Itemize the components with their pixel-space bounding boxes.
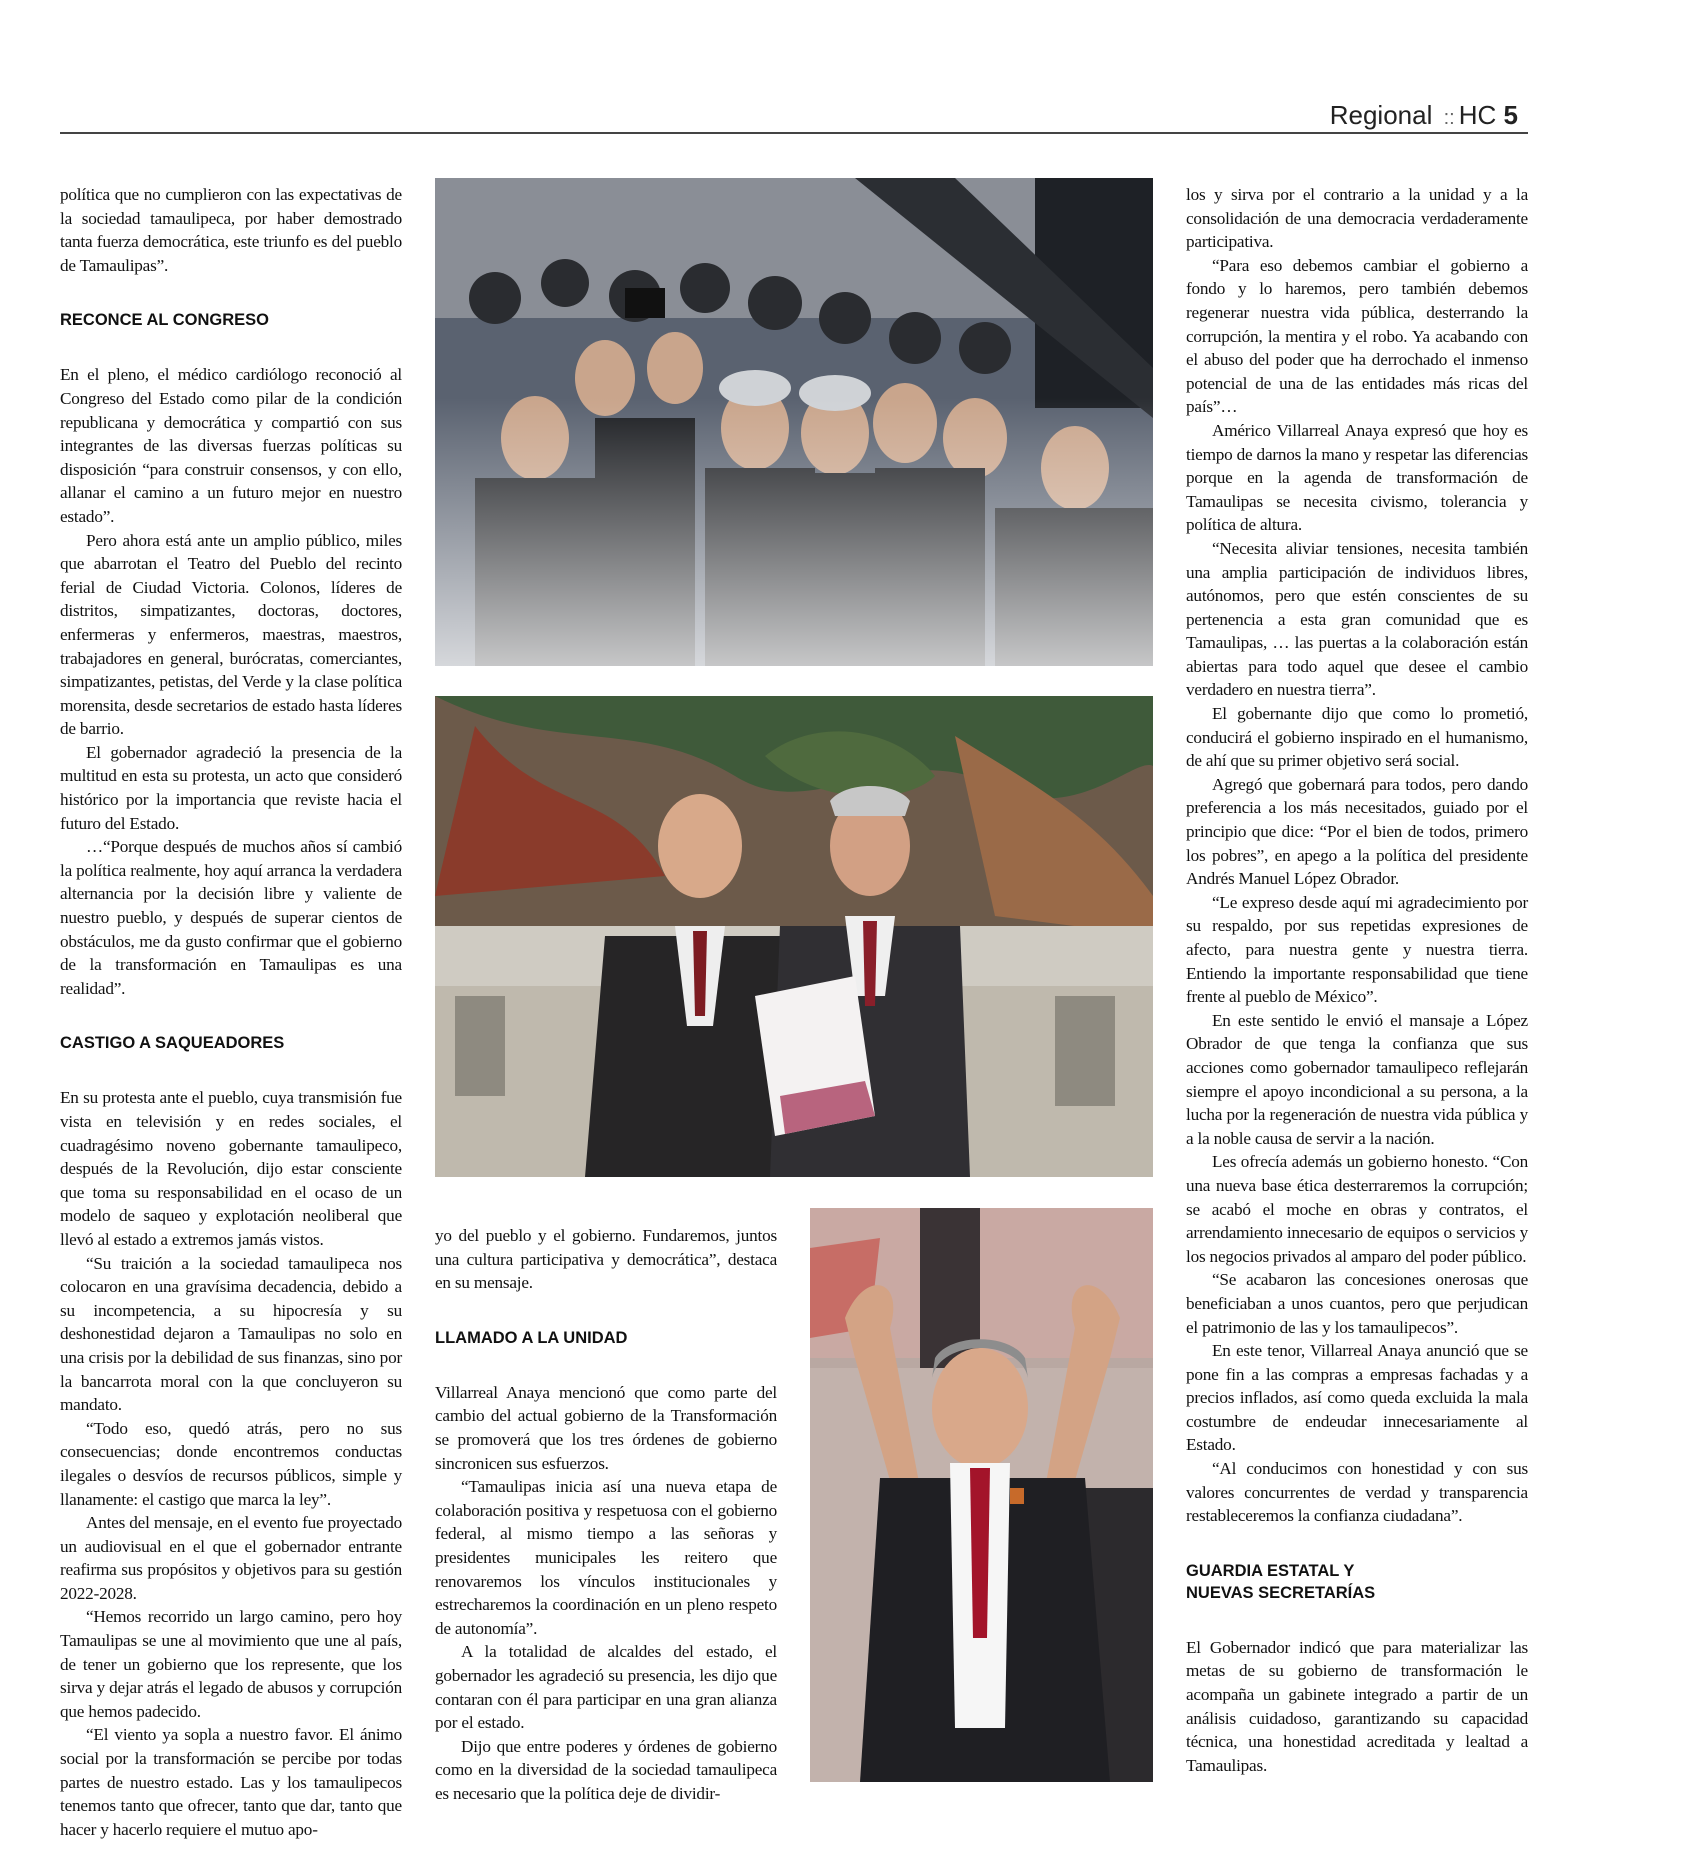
paragraph: En su protesta ante el pueblo, cuya transmisión fue vista en televisión y en redes sociales, el cuadragésimo noveno gobernante tamaulipeco, después de la Revolución, dijo estar consciente que toma su responsabilidad en el ocaso de un modelo de saqueo y explotación neoliberal que llevó al estado a extremos jamás vistos. (60, 1088, 402, 1249)
paragraph: En el pleno, el médico cardiólogo reconoció al Congreso del Estado como pilar de la condición republicana y democrática y compartió con sus integrantes de las diversas fuerzas políticas su disposición “para construir consensos, y con ello, allanar el camino a un futuro mejor en nuestro estado”. (60, 365, 402, 526)
page-number: 5 (1503, 100, 1518, 130)
paragraph: En este sentido le envió el mansaje a López Obrador de que tenga la confianza que sus acciones como gobernador tamaulipeco reflejarán siempre el apoyo incondicional a su persona, a la lucha por la regeneración de nuestra vida pública y a la noble causa de servir a la nación. (1186, 1010, 1528, 1148)
paragraph: “Hemos recorrido un largo camino, pero hoy Tamaulipas se une al movimiento que une al país, de tener un gobierno que los represente, que los sirva y dejar atrás el legado de abusos y corrupción que hemos padecido. (60, 1607, 402, 1721)
paragraph: El gobernante dijo que como lo prometió, conducirá el gobierno inspirado en el humanismo, de ahí que su primer objetivo será social. (1186, 704, 1528, 771)
paragraph: política que no cumplieron con las expectativas de la sociedad tamaulipeca, por haber demostrado tanta fuerza democrática, este triunfo es del pueblo de Tamaulipas”. (60, 185, 402, 275)
subheading-congreso: RECONCE AL CONGRESO (60, 311, 270, 330)
paragraph: En este tenor, Villarreal Anaya anunció que se pone fin a las compras a empresas fachadas y a precios inflados, así como queda excluida la mala costumbre de endeudar innecesariamente al Estado. (1186, 1341, 1528, 1455)
paragraph: …“Porque después de muchos años sí cambió la política realmente, hoy aquí arranca la verdadera alternancia por la decisión libre y valiente de nuestro pueblo, y después de superar cientos de obstáculos, me da gusto confirmar que el gobierno de la transformación en Tamaulipas es una realidad”. (60, 837, 402, 998)
paragraph: El gobernador agradeció la presencia de la multitud en esta su protesta, un acto que consideró histórico por la importancia que reviste hacia el futuro del Estado. (60, 742, 402, 833)
paragraph: “Su traición a la sociedad tamaulipeca nos colocaron en una gravísima decadencia, debido a su incompetencia, a su hipocresía y su deshonestidad dejaron a Tamaulipas no solo en una crisis por la debilidad de sus finanzas, sino por la bancarrota moral con la que concluyeron su mandato. (60, 1253, 402, 1415)
crowd-photo (435, 178, 1153, 666)
paragraph: “Al conducimos con honestidad y con sus valores concurrentes de verdad y transparencia restableceremos la confianza ciudadana”. (1186, 1459, 1528, 1526)
paragraph: “Le expreso desde aquí mi agradecimiento por su respaldo, por sus repetidas expresiones de afecto, para nuestra gente y nuestra tierra. Entiendo la importante responsabilidad que tiene frente al pueblo de México”. (1186, 892, 1528, 1007)
paragraph: “El viento ya sopla a nuestro favor. El ánimo social por la transformación se percibe por todas partes de nuestro estado. Las y los tamaulipecos tenemos tanto que ofrecer, tanto que dar, tanto que hacer y hacerlo requiere el mutuo apo- (60, 1725, 402, 1839)
certificate-photo (435, 696, 1153, 1177)
paragraph: Agregó que gobernará para todos, pero dando preferencia a los más necesitados, guiado por el principio que dice: “Por el bien de todos, primero los pobres”, en apego a la política del presidente Andrés Manuel López Obrador. (1186, 774, 1528, 889)
subheading-line-2: NUEVAS SECRETARÍAS (1186, 1583, 1376, 1602)
subheading-guardia (1186, 1560, 1528, 1604)
article-column-2 (435, 1224, 777, 1805)
paragraph: los y sirva por el contrario a la unidad y a la consolidación de una democracia verdaderamente participativa. (1186, 185, 1528, 252)
paragraph: yo del pueblo y el gobierno. Fundaremos, juntos una cultura participativa y democrática”, destaca en su mensaje. (435, 1226, 777, 1293)
governor-waving-photo (810, 1208, 1153, 1782)
paragraph: Pero ahora está ante un amplio público, miles que abarrotan el Teatro del Pueblo del recinto ferial de Ciudad Victoria. Colonos, líderes de distritos, simpatizantes, doctoras, doctores, enfermeras y enfermeros, maestras, maestros, trabajadores en general, burócratas, comerciantes, simpatizantes, petistas, del Verde y la clase política morensita, desde secretarios de estado hasta líderes de barrio. (60, 530, 402, 739)
page-header (60, 98, 1528, 134)
paragraph: Américo Villarreal Anaya expresó que hoy es tiempo de darnos la mano y respetar las diferencias porque en la agenda de transformación de Tamaulipas se necesita civismo, tolerancia y política de altura. (1186, 420, 1529, 535)
subheading-castigo: CASTIGO A SAQUEADORES (60, 1034, 285, 1053)
article-column-3 (1186, 183, 1528, 1777)
paragraph: “Se acabaron las concesiones onerosas que beneficiaban a unos cuantos, pero que perjudican el patrimonio de las y los tamaulipecos”. (1186, 1270, 1528, 1337)
separator-dots: :: (1443, 107, 1455, 129)
paragraph: “Todo eso, quedó atrás, pero no sus consecuencias; donde encontremos conductas ilegales o desvíos de recursos públicos, simple y llanamente: el castigo que marca la ley”. (60, 1418, 402, 1509)
subheading-unidad: LLAMADO A LA UNIDAD (435, 1328, 628, 1347)
paragraph: El Gobernador indicó que para materializar las metas de su gobierno de transformación le acompaña un gabinete integrado a partir de un análisis cuidadoso, garantizando su capacidad técnica, una honestidad acreditada y lealtad a Tamaulipas. (1186, 1637, 1528, 1775)
paragraph: “Necesita aliviar tensiones, necesita también una amplia participación de individuos libres, autónomos, pero que estén conscientes de su pertenencia a esta gran comunidad que es Tamaulipas, … las puertas a la colaboración están abiertas para todo aquel que desee el cambio verdadero en nuestra tierra”. (1186, 538, 1528, 700)
paragraph: “Tamaulipas inicia así una nueva etapa de colaboración positiva y respetuosa con el gobierno federal, al mismo tiempo a las señoras y presidentes municipales les reitero que renovaremos los vínculos institucionales y estrecharemos la coordinación en un pleno respeto de autonomía”. (435, 1477, 777, 1638)
paragraph: Dijo que entre poderes y órdenes de gobierno como en la diversidad de la sociedad tamaulipeca es necesario que la política deje de dividir- (435, 1736, 777, 1803)
paragraph: Villarreal Anaya mencionó que como parte del cambio del actual gobierno de la Transformación se promoverá que los tres órdenes de gobierno sincronicen sus esfuerzos. (435, 1382, 777, 1473)
brand-mark: HC (1458, 100, 1497, 130)
subheading-line-1: GUARDIA ESTATAL Y (1186, 1561, 1355, 1580)
section-name: Regional (1329, 100, 1433, 130)
paragraph: Antes del mensaje, en el evento fue proyectado un audiovisual en el que el gobernador entrante reafirma sus propósitos y objetivos para su gestión 2022-2028. (60, 1513, 402, 1603)
section-label (1330, 100, 1518, 131)
paragraph: Les ofrecía además un gobierno honesto. “Con una nueva base ética desterraremos la corrupción; se acabó el moche en obras y contratos, el arrendamiento innecesario de equipos o servicios y los negocios privados al amparo del poder público. (1186, 1152, 1528, 1266)
paragraph: “Para eso debemos cambiar el gobierno a fondo y lo haremos, pero también debemos regenerar nuestra vida pública, desterrando la corrupción, la mentira y el robo. Ya acabando con el abuso del poder que ha derrochado el inmenso potencial de una de las entidades más ricas del país”… (1186, 255, 1528, 417)
paragraph: A la totalidad de alcaldes del estado, el gobernador les agradeció su presencia, les dijo que contaran con él para participar en una gran alianza por el estado. (435, 1642, 777, 1733)
article-column-1 (60, 183, 402, 1841)
